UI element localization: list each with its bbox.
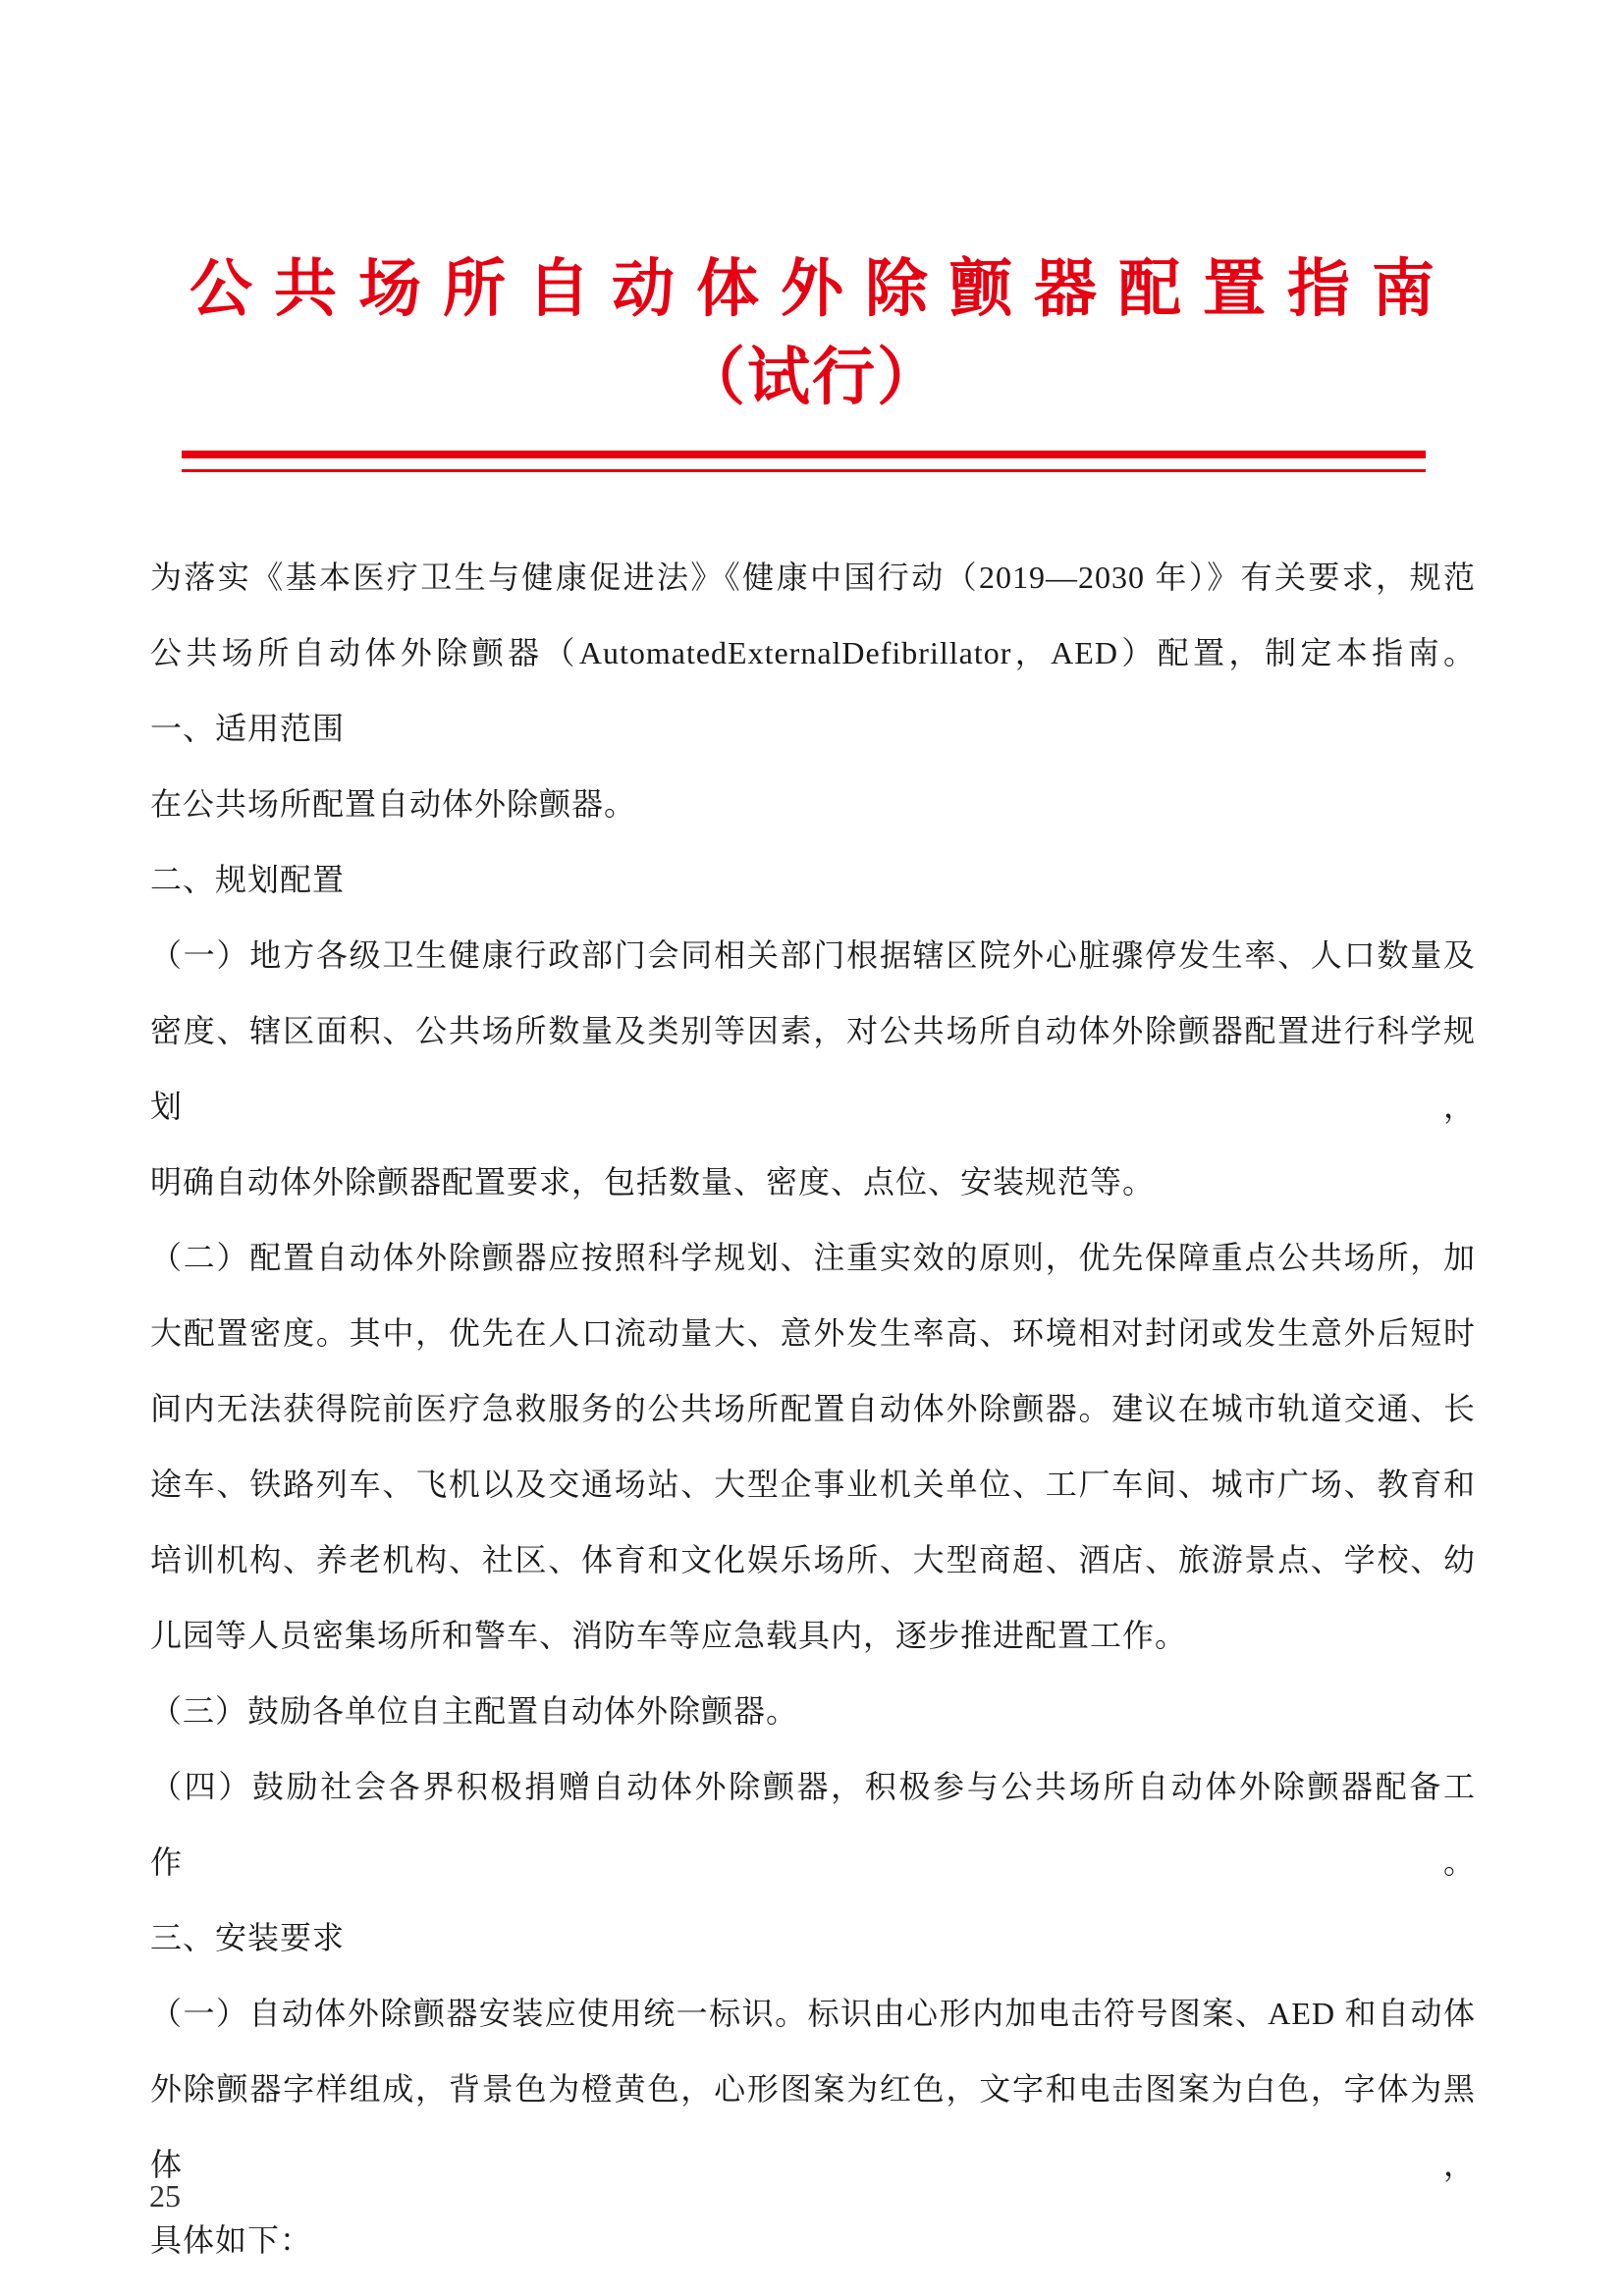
document-subtitle: （试行） xyxy=(682,343,942,412)
body-line: 密度、辖区面积、公共场所数量及类别等因素，对公共场所自动体外除颤器配置进行科学规划， xyxy=(150,1013,1476,1124)
title-divider-thick-rule xyxy=(182,451,1426,458)
document-body xyxy=(150,540,1476,2278)
body-line: （三）鼓励各单位自主配置自动体外除颤器。 xyxy=(150,1693,799,1729)
body-line: 为落实《基本医疗卫生与健康促进法》《健康中国行动（2019—2030 年）》有关要求，规范 xyxy=(150,560,1476,595)
body-line: （一）自动体外除颤器安装应使用统一标识。标识由心形内加电击符号图案、AED 和自动体 xyxy=(150,1996,1476,2031)
body-line: （四）鼓励社会各界积极捐赠自动体外除颤器，积极参与公共场所自动体外除颤器配备工作。 xyxy=(150,1769,1476,1880)
body-line: 培训机构、养老机构、社区、体育和文化娱乐场所、大型商超、酒店、旅游景点、学校、幼 xyxy=(150,1542,1476,1577)
document-title-block xyxy=(0,245,1624,422)
body-line: 途车、铁路列车、飞机以及交通场站、大型企事业机关单位、工厂车间、城市广场、教育和 xyxy=(150,1467,1476,1502)
body-line: 在公共场所配置自动体外除颤器。 xyxy=(150,786,637,822)
body-line: 具体如下： xyxy=(150,2222,313,2258)
body-line: 明确自动体外除颤器配置要求，包括数量、密度、点位、安装规范等。 xyxy=(150,1164,1156,1200)
page-number: 25 xyxy=(149,2178,181,2214)
section-heading: 一、适用范围 xyxy=(150,711,346,746)
body-line: （一）地方各级卫生健康行政部门会同相关部门根据辖区院外心脏骤停发生率、人口数量及 xyxy=(150,937,1476,973)
section-heading: 二、规划配置 xyxy=(150,862,346,897)
section-heading: 三、安装要求 xyxy=(150,1920,346,1955)
body-line: （二）配置自动体外除颤器应按照科学规划、注重实效的原则，优先保障重点公共场所，加 xyxy=(150,1240,1476,1275)
body-line: 儿园等人员密集场所和警车、消防车等应急载具内，逐步推进配置工作。 xyxy=(150,1618,1188,1653)
document-title: 公共场所自动体外除颤器配置指南 xyxy=(189,254,1456,324)
body-line: 间内无法获得院前医疗急救服务的公共场所配置自动体外除颤器。建议在城市轨道交通、长 xyxy=(150,1391,1476,1426)
body-line: 外除颤器字样组成，背景色为橙黄色，心形图案为红色，文字和电击图案为白色，字体为黑体， xyxy=(150,2071,1476,2182)
title-divider xyxy=(182,451,1426,472)
body-line: 大配置密度。其中，优先在人口流动量大、意外发生率高、环境相对封闭或发生意外后短时 xyxy=(150,1315,1476,1351)
body-line: 公共场所自动体外除颤器（AutomatedExternalDefibrillator，AED）配置，制定本指南。 xyxy=(150,635,1476,670)
title-divider-thin-rule xyxy=(182,469,1426,472)
